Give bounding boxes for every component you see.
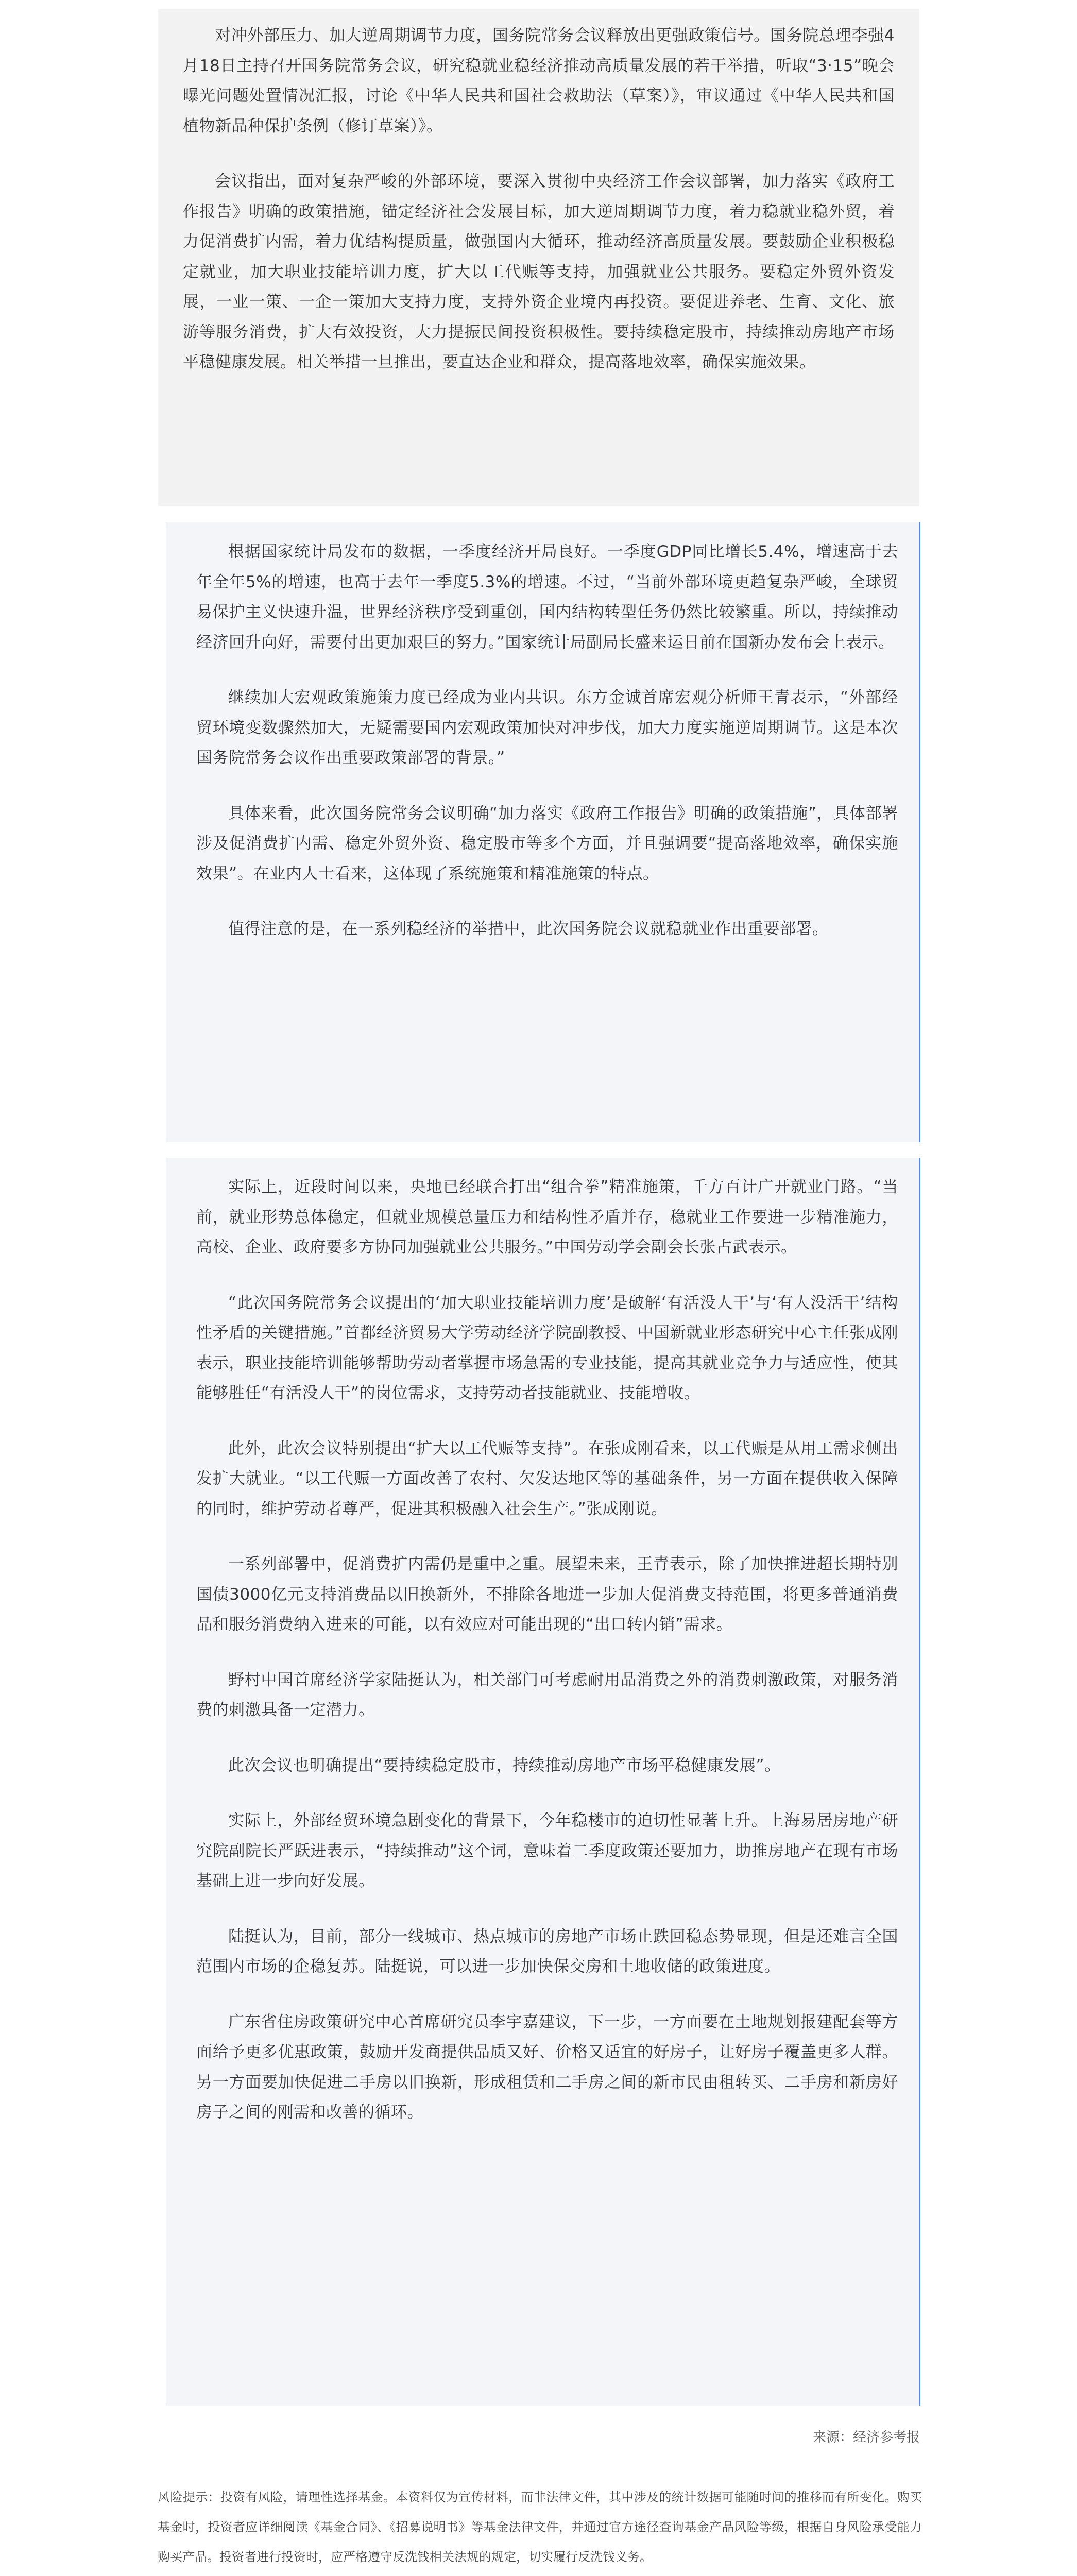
paragraph: 具体来看，此次国务院常务会议明确“加力落实《政府工作报告》明确的政策措施”，具体部署涉及促消费扩内需、稳定外贸外资、稳定股市等多个方面，并且强调要“提高落地效率，确保实施效果”。在业内人士看来，这体现了系统施策和精准施策的特点。 bbox=[196, 804, 898, 883]
paragraph: 实际上，外部经贸环境急剧变化的背景下，今年稳楼市的迫切性显著上升。上海易居房地产研究院副院长严跃进表示，“持续推动”这个词，意味着二季度政策还要加力，助推房地产在现有市场基础上进一步向好发展。 bbox=[196, 1811, 898, 1890]
paragraph: 根据国家统计局发布的数据，一季度经济开局良好。一季度GDP同比增长5.4%，增速高于去年全年5%的增速，也高于去年一季度5.3%的增速。不过，“当前外部环境更趋复杂严峻，全球贸易保护主义快速升温，世界经济秩序受到重创，国内结构转型任务仍然比较繁重。所以，持续推动经济回升向好，需要付出更加艰巨的努力。”国家统计局副局长盛来运日前在国新办发布会上表示。 bbox=[196, 543, 898, 652]
economy-data-section bbox=[166, 522, 920, 1142]
paragraph: 野村中国首席经济学家陆挺认为，相关部门可考虑耐用品消费之外的消费刺激政策，对服务消费的刺激具备一定潜力。 bbox=[196, 1670, 898, 1719]
paragraph: 继续加大宏观政策施策力度已经成为业内共识。东方金诚首席宏观分析师王青表示，“外部经贸环境变数骤然加大，无疑需要国内宏观政策加快对冲步伐，加大力度实施逆周期调节。这是本次国务院常务会议作出重要政策部署的背景。” bbox=[196, 688, 898, 767]
paragraph: 会议指出，面对复杂严峻的外部环境，要深入贯彻中央经济工作会议部署，加力落实《政府工作报告》明确的政策措施，锚定经济社会发展目标，加大逆周期调节力度，着力稳就业稳外贸，着力促消费扩内需，着力优结构提质量，做强国内大循环，推动经济高质量发展。要鼓励企业积极稳定就业，加大职业技能培训力度，扩大以工代赈等支持，加强就业公共服务。要稳定外贸外资发展，一业一策、一企一策加大支持力度，支持外资企业境内再投资。要促进养老、生育、文化、旅游等服务消费，扩大有效投资，大力提振民间投资积极性。要持续稳定股市，持续推动房地产市场平稳健康发展。相关举措一旦推出，要直达企业和群众，提高落地效率，确保实施效果。 bbox=[183, 172, 895, 371]
paragraph: 此次会议也明确提出“要持续稳定股市，持续推动房地产市场平稳健康发展”。 bbox=[228, 1756, 781, 1775]
paragraph: 值得注意的是，在一系列稳经济的举措中，此次国务院会议就稳就业作出重要部署。 bbox=[228, 920, 829, 938]
paragraph: 实际上，近段时间以来，央地已经联合打出“组合拳”精准施策，千方百计广开就业门路。“当前，就业形势总体稳定，但就业规模总量压力和结构性矛盾并存，稳就业工作要进一步精准施力，高校、企业、政府要多方协同加强就业公共服务。”中国劳动学会副会长张占武表示。 bbox=[196, 1178, 898, 1257]
paragraph: “此次国务院常务会议提出的‘加大职业技能培训力度’是破解‘有活没人干’与‘有人没活干’结构性矛盾的关键措施。”首都经济贸易大学劳动经济学院副教授、中国新就业形态研究中心主任张成刚表示，职业技能培训能够帮助劳动者掌握市场急需的专业技能，提高其就业竞争力与适应性，使其能够胜任“有活没人干”的岗位需求，支持劳动者技能就业、技能增收。 bbox=[196, 1293, 898, 1402]
paragraph: 此外，此次会议特别提出“扩大以工代赈等支持”。在张成刚看来，以工代赈是从用工需求侧出发扩大就业。“以工代赈一方面改善了农村、欠发达地区等的基础条件，另一方面在提供收入保障的同时，维护劳动者尊严，促进其积极融入社会生产。”张成刚说。 bbox=[196, 1439, 898, 1518]
source-credit: 来源：经济参考报 bbox=[812, 2430, 920, 2445]
paragraph: 对冲外部压力、加大逆周期调节力度，国务院常务会议释放出更强政策信号。国务院总理李强4月18日主持召开国务院常务会议，研究稳就业稳经济推动高质量发展的若干举措，听取“3·15”晚会曝光问题处置情况汇报，讨论《中华人民共和国社会救助法（草案）》，审议通过《中华人民共和国植物新品种保护条例（修订草案）》。 bbox=[183, 26, 895, 135]
risk-disclaimer: 风险提示：投资有风险，请理性选择基金。本资料仅为宣传材料，而非法律文件，其中涉及的统计数据可能随时间的推移而有所变化。购买基金时，投资者应详细阅读《基金合同》、《招募说明书》等基金法律文件，并通过官方途径查询基金产品风险等级，根据自身风险承受能力购买产品。投资者进行投资时，应严格遵守反洗钱相关法规的规定，切实履行反洗钱义务。 bbox=[158, 2490, 922, 2564]
paragraph: 陆挺认为，目前，部分一线城市、热点城市的房地产市场止跌回稳态势显现，但是还难言全国范围内市场的企稳复苏。陆挺说，可以进一步加快保交房和土地收储的政策进度。 bbox=[196, 1927, 898, 1976]
paragraph: 广东省住房政策研究中心首席研究员李宇嘉建议，下一步，一方面要在土地规划报建配套等方面给予更多优惠政策，鼓励开发商提供品质又好、价格又适宜的好房子，让好房子覆盖更多人群。另一方面要加快促进二手房以旧换新，形成租赁和二手房之间的新市民由租转买、二手房和新房好房子之间的刚需和改善的循环。 bbox=[196, 2012, 898, 2122]
paragraph: 一系列部署中，促消费扩内需仍是重中之重。展望未来，王青表示，除了加快推进超长期特别国债3000亿元支持消费品以旧换新外，不排除各地进一步加大促消费支持范围，将更多普通消费品和服务消费纳入进来的可能，以有效应对可能出现的“出口转内销”需求。 bbox=[196, 1555, 898, 1634]
intro-section bbox=[158, 9, 919, 506]
employment-consumption-section bbox=[166, 1158, 920, 2406]
